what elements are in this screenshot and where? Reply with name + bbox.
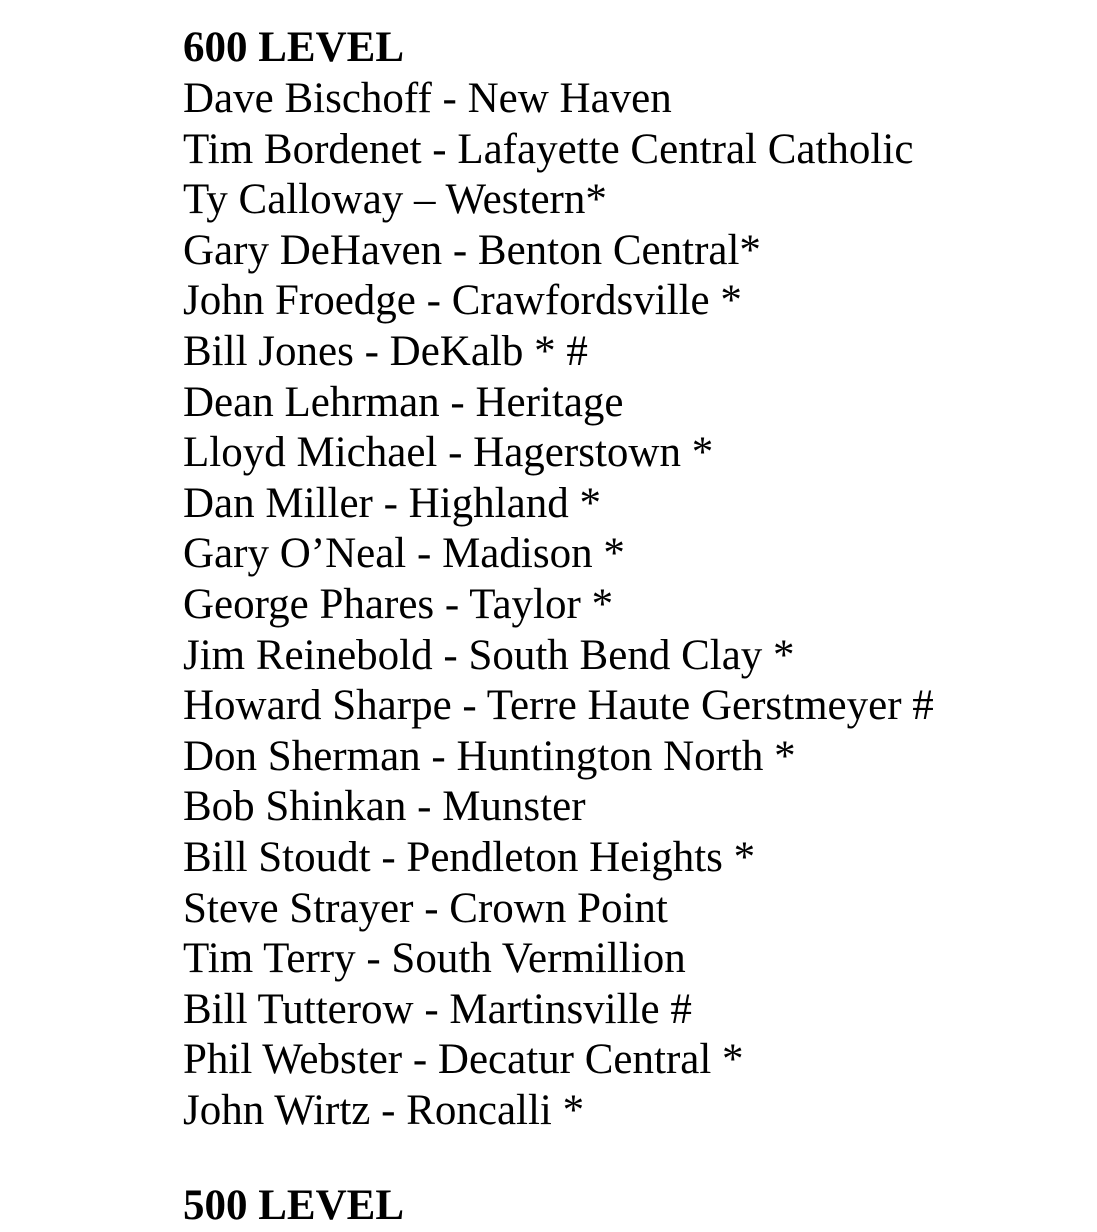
list-item: John Wirtz - Roncalli * bbox=[183, 1086, 585, 1134]
list-item: Bob Shinkan - Munster bbox=[183, 783, 586, 831]
list-item: Lloyd Michael - Hagerstown * bbox=[183, 429, 714, 477]
section-heading: 500 LEVEL bbox=[183, 1182, 405, 1229]
list-item: Don Sherman - Huntington North * bbox=[183, 732, 796, 780]
document-page bbox=[183, 22, 1097, 1136]
list-item: Dan Miller - Highland * bbox=[183, 479, 601, 527]
list-item: Ty Calloway – Western* bbox=[183, 176, 607, 224]
list-item: Bill Tutterow - Martinsville # bbox=[183, 985, 692, 1033]
list-item: Gary O’Neal - Madison * bbox=[183, 530, 625, 578]
list-item: Phil Webster - Decatur Central * bbox=[183, 1036, 744, 1084]
list-item: Bill Jones - DeKalb * # bbox=[183, 327, 588, 375]
list-item: Tim Terry - South Vermillion bbox=[183, 935, 686, 983]
list-item: John Froedge - Crawfordsville * bbox=[183, 277, 742, 325]
list-item: Gary DeHaven - Benton Central* bbox=[183, 226, 761, 274]
list-item: Steve Strayer - Crown Point bbox=[183, 884, 668, 932]
list-item: George Phares - Taylor * bbox=[183, 580, 614, 628]
list-item: Dave Bischoff - New Haven bbox=[183, 75, 672, 122]
list-item: Jim Reinebold - South Bend Clay * bbox=[183, 631, 795, 679]
list-item: Howard Sharpe - Terre Haute Gerstmeyer # bbox=[183, 682, 934, 730]
coach-list bbox=[183, 74, 1097, 1136]
list-item: Bill Stoudt - Pendleton Heights * bbox=[183, 833, 756, 881]
list-item: Tim Bordenet - Lafayette Central Catholic bbox=[183, 125, 914, 173]
list-item: Dean Lehrman - Heritage bbox=[183, 378, 624, 426]
section-heading: 600 LEVEL bbox=[183, 24, 405, 71]
